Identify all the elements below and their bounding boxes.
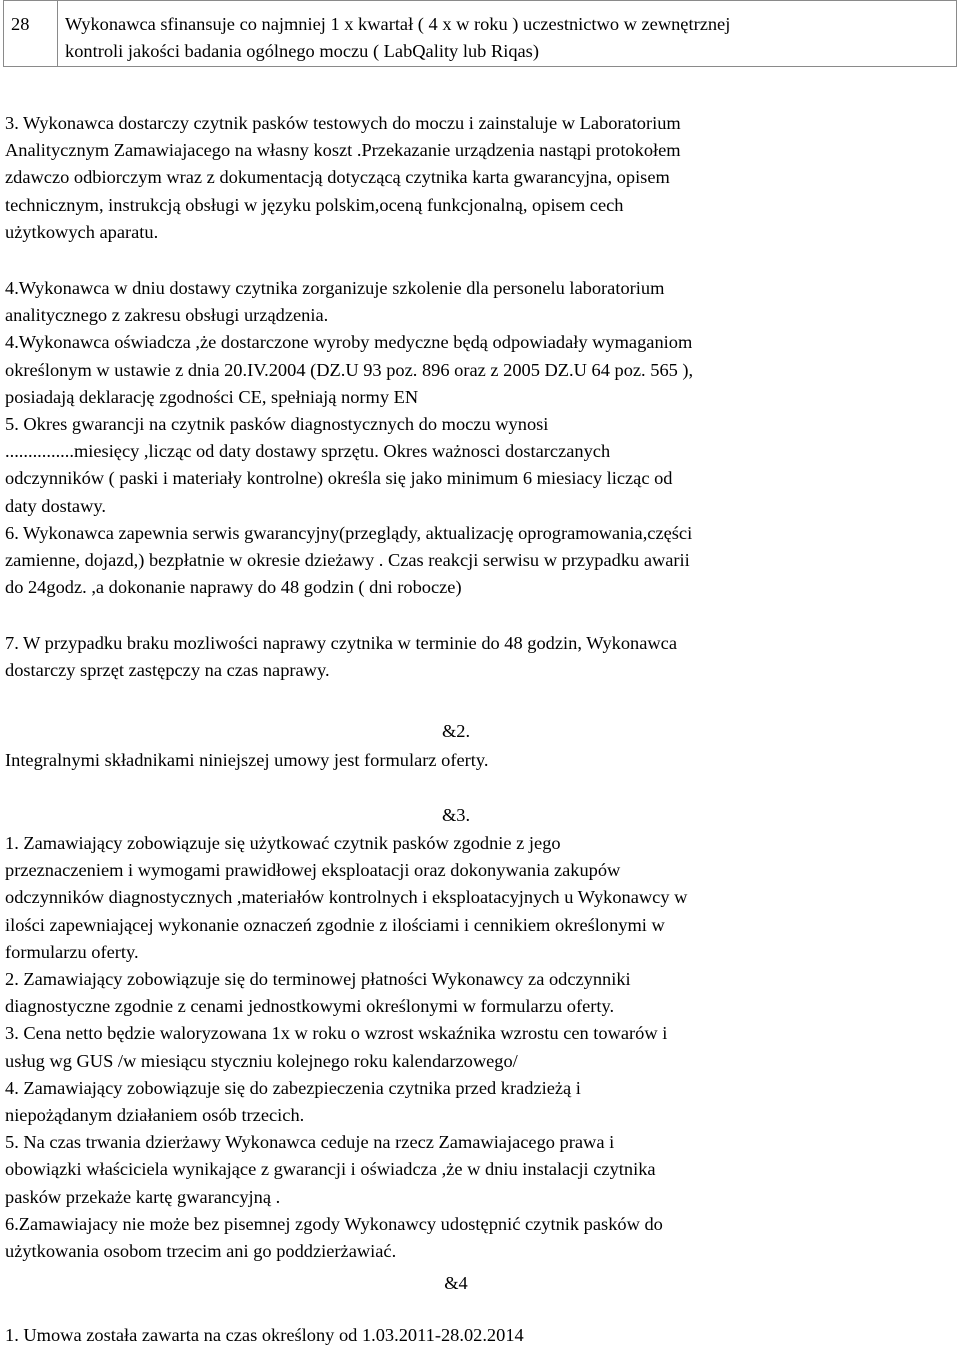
text-line: do 24godz. ,a dokonanie naprawy do 48 godzin ( dni robocze)	[5, 577, 462, 598]
text-line: Analitycznym Zamawiajacego na własny koszt .Przekazanie urządzenia nastąpi protokołem	[5, 140, 681, 161]
text-line: technicznym, instrukcją obsługi w języku polskim,oceną funkcjonalną, opisem cech	[5, 194, 624, 215]
text-line: użytkowych aparatu.	[5, 221, 159, 242]
text-line: 3. Cena netto będzie waloryzowana 1x w roku o wzrost wskaźnika wzrostu cen towarów i	[5, 1023, 668, 1044]
text-line: odczynników ( paski i materiały kontrolne) określa się jako minimum 6 miesiacy licząc od	[5, 468, 673, 489]
paragraph-2-text	[5, 747, 955, 774]
text-line: 3. Wykonawca dostarczy czytnik pasków testowych do moczu i zainstaluje w Laboratorium	[5, 113, 681, 133]
row-text-line: kontroli jakości badania ogólnego moczu ( LabQality lub Riqas)	[65, 41, 539, 62]
row-number: 28	[4, 1, 58, 66]
text-line: 6.Zamawiajacy nie może bez pisemnej zgody Wykonawcy udostępnić czytnik pasków do	[5, 1213, 663, 1234]
paragraph-2-heading: &2.	[441, 721, 471, 741]
text-line: pasków przekaże kartę gwarancyjną .	[5, 1186, 281, 1207]
text-line: niepożądanym działaniem osób trzecich.	[5, 1105, 305, 1126]
paragraph-4-text	[5, 1322, 955, 1349]
text-line: posiadają deklarację zgodności CE, spełniają normy EN	[5, 386, 419, 407]
text-line: 5. Okres gwarancji na czytnik pasków diagnostycznych do moczu wynosi	[5, 414, 549, 435]
text-line: 4.Wykonawca w dniu dostawy czytnika zorganizuje szkolenie dla personelu laboratorium	[5, 278, 665, 298]
text-line: dostarczy sprzęt zastępczy na czas naprawy.	[5, 660, 330, 681]
text-line: odczynników diagnostycznych ,materiałów kontrolnych i eksploatacyjnych u Wykonawcy w	[5, 887, 688, 908]
text-line: zamienne, dojazd,) bezpłatnie w okresie dzieżawy . Czas reakcji serwisu w przypadku awarii	[5, 550, 690, 571]
text-line: 5. Na czas trwania dzierżawy Wykonawca ceduje na rzecz Zamawiajacego prawa i	[5, 1132, 615, 1153]
text-line: użytkowania osobom trzecim ani go poddzierżawiać.	[5, 1241, 397, 1262]
section-3-paragraph	[5, 110, 955, 246]
paragraph-3-heading: &3.	[441, 805, 471, 825]
text-line: formularzu oferty.	[5, 941, 139, 962]
text-line: usług wg GUS /w miesiącu styczniu kolejnego roku kalendarzowego/	[5, 1050, 518, 1071]
section-4-6-paragraph	[5, 275, 955, 601]
text-line: zdawczo odbiorczym wraz z dokumentacją dotyczącą czytnika karta gwarancyjna, opisem	[5, 167, 670, 188]
text-line: 4.Wykonawca oświadcza ,że dostarczone wyroby medyczne będą odpowiadały wymaganiom	[5, 332, 693, 353]
text-line: przeznaczeniem i wymogami prawidłowej eksploatacji oraz dokonywania zakupów	[5, 860, 621, 881]
text-line: diagnostyczne zgodnie z cenami jednostkowymi określonymi w formularzu oferty.	[5, 996, 615, 1017]
text-line: 2. Zamawiający zobowiązuje się do terminowej płatności Wykonawcy za odczynniki	[5, 969, 631, 990]
text-line: 1. Umowa została zawarta na czas określony od 1.03.2011-28.02.2014	[5, 1325, 524, 1345]
text-line: Integralnymi składnikami niniejszej umowy jest formularz oferty.	[5, 750, 489, 770]
paragraph-4-heading: &4	[444, 1273, 468, 1293]
row-text-line: Wykonawca sfinansuje co najmniej 1 x kwartał ( 4 x w roku ) uczestnictwo w zewnętrznej	[65, 14, 731, 34]
section-7-paragraph	[5, 630, 955, 684]
text-line: daty dostawy.	[5, 495, 106, 516]
text-line: 6. Wykonawca zapewnia serwis gwarancyjny(przeglądy, aktualizację oprogramowania,części	[5, 522, 693, 543]
text-line: określonym w ustawie z dnia 20.IV.2004 (DZ.U 93 poz. 896 oraz z 2005 DZ.U 64 poz. 565 ),	[5, 359, 694, 380]
text-line: ilości zapewniającej wykonanie oznaczeń zgodnie z ilościami i cennikiem określonymi w	[5, 914, 665, 935]
text-line: 4. Zamawiający zobowiązuje się do zabezpieczenia czytnika przed kradzieżą i	[5, 1077, 581, 1098]
text-line: obowiązki właściciela wynikające z gwarancji i oświadcza ,że w dniu instalacji czytnika	[5, 1159, 656, 1180]
table-row	[3, 0, 957, 67]
row-text	[65, 11, 953, 65]
text-line: analitycznego z zakresu obsługi urządzenia.	[5, 305, 329, 326]
text-line: 1. Zamawiający zobowiązuje się użytkować czytnik pasków zgodnie z jego	[5, 833, 561, 853]
text-line: ...............miesięcy ,licząc od daty dostawy sprzętu. Okres ważnosci dostarczanych	[5, 441, 611, 462]
text-line: 7. W przypadku braku mozliwości naprawy czytnika w terminie do 48 godzin, Wykonawca	[5, 633, 678, 653]
paragraph-3-text	[5, 830, 955, 1265]
